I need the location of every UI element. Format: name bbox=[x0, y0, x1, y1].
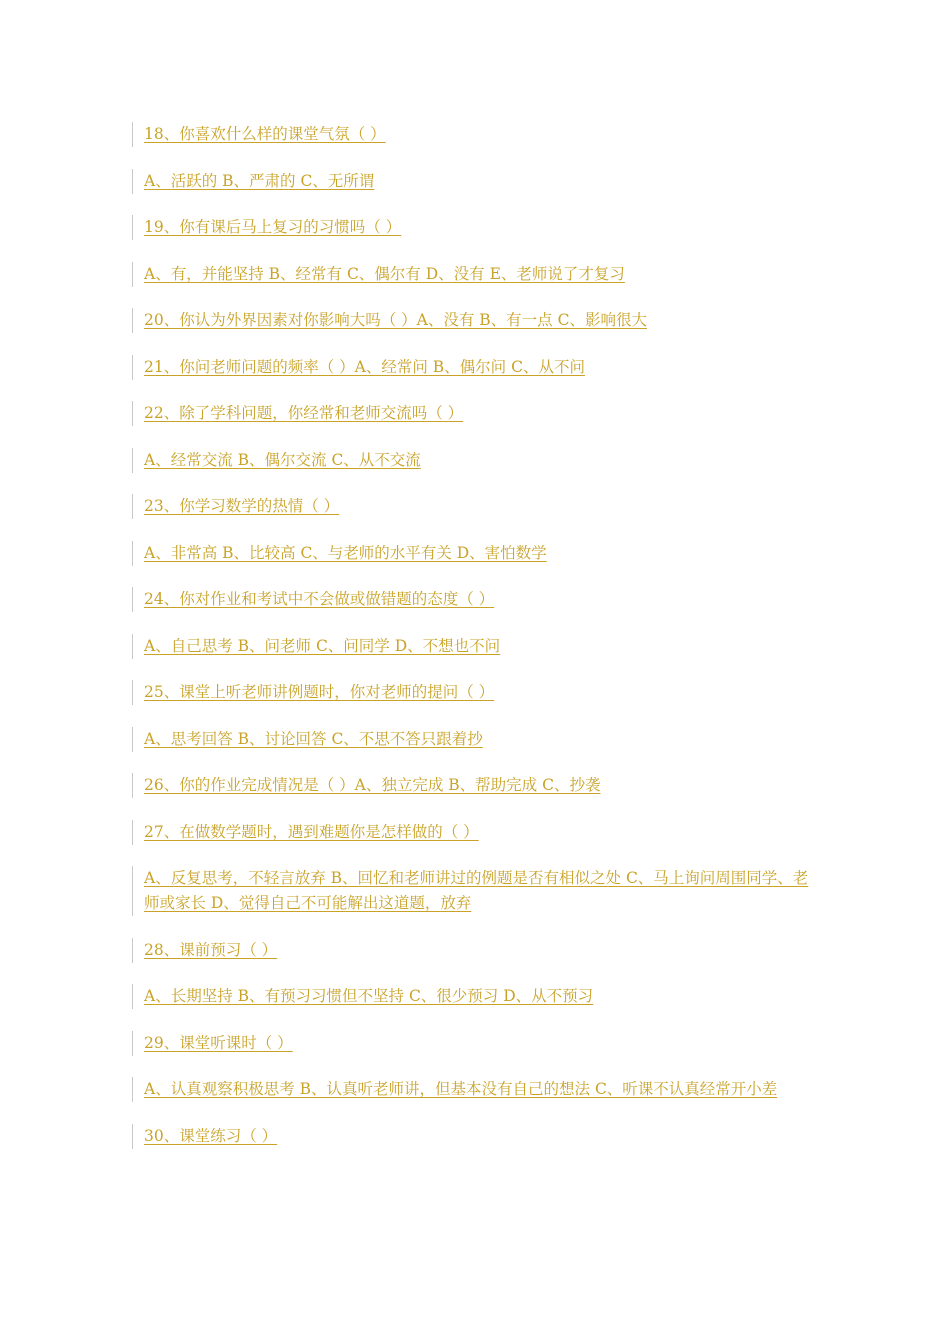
list-item bbox=[132, 262, 822, 287]
list-item bbox=[132, 1124, 822, 1149]
list-item bbox=[132, 308, 822, 333]
question-18-options-link[interactable]: A、活跃的 B、严肃的 C、无所谓 bbox=[144, 171, 375, 190]
question-22-options-link[interactable]: A、经常交流 B、偶尔交流 C、从不交流 bbox=[144, 450, 421, 469]
list-item bbox=[132, 680, 822, 705]
question-26-link[interactable]: 26、你的作业完成情况是（ ）A、独立完成 B、帮助完成 C、抄袭 bbox=[144, 776, 601, 794]
list-item bbox=[132, 494, 822, 519]
list-item bbox=[132, 1031, 822, 1056]
list-item bbox=[132, 401, 822, 426]
question-25-link[interactable]: 25、课堂上听老师讲例题时，你对老师的提问（ ） bbox=[144, 683, 495, 701]
question-18-link[interactable]: 18、你喜欢什么样的课堂气氛（ ） bbox=[144, 125, 386, 143]
question-30-link[interactable]: 30、课堂练习（ ） bbox=[144, 1126, 278, 1145]
list-item bbox=[132, 866, 822, 916]
list-item bbox=[132, 122, 822, 147]
question-27-link[interactable]: 27、在做数学题时，遇到难题你是怎样做的（ ） bbox=[144, 822, 479, 841]
question-22-link[interactable]: 22、除了学科问题，你经常和老师交流吗（ ） bbox=[144, 404, 464, 422]
question-19-link[interactable]: 19、你有课后马上复习的习惯吗（ ） bbox=[144, 218, 402, 236]
question-27-options-link[interactable]: A、反复思考，不轻言放弃 B、回忆和老师讲过的例题是否有相似之处 C、马上询问周围同学、老师或家长 D、觉得自己不可能解出这道题，放弃 bbox=[144, 869, 809, 912]
question-20-link[interactable]: 20、你认为外界因素对你影响大吗（ ）A、没有 B、有一点 C、影响很大 bbox=[144, 311, 647, 329]
list-item bbox=[132, 587, 822, 612]
question-29-link[interactable]: 29、课堂听课时（ ） bbox=[144, 1033, 293, 1052]
list-item bbox=[132, 169, 822, 194]
question-24-link[interactable]: 24、你对作业和考试中不会做或做错题的态度（ ） bbox=[144, 590, 495, 608]
question-24-options-link[interactable]: A、自己思考 B、问老师 C、问同学 D、不想也不问 bbox=[144, 636, 501, 655]
list-item bbox=[132, 448, 822, 473]
list-item bbox=[132, 1077, 822, 1102]
list-item bbox=[132, 727, 822, 752]
question-23-link[interactable]: 23、你学习数学的热情（ ） bbox=[144, 497, 340, 515]
list-item bbox=[132, 215, 822, 240]
list-item bbox=[132, 938, 822, 963]
list-item bbox=[132, 773, 822, 798]
question-29-options-link[interactable]: A、认真观察积极思考 B、认真听老师讲，但基本没有自己的想法 C、听课不认真经常开小差 bbox=[144, 1080, 778, 1098]
list-item bbox=[132, 984, 822, 1009]
question-19-options-link[interactable]: A、有，并能坚持 B、经常有 C、偶尔有 D、没有 E、老师说了才复习 bbox=[144, 264, 625, 283]
question-list bbox=[132, 122, 822, 1170]
list-item bbox=[132, 355, 822, 380]
question-21-link[interactable]: 21、你问老师问题的频率（ ）A、经常问 B、偶尔问 C、从不问 bbox=[144, 357, 585, 376]
question-23-options-link[interactable]: A、非常高 B、比较高 C、与老师的水平有关 D、害怕数学 bbox=[144, 543, 547, 562]
question-25-options-link[interactable]: A、思考回答 B、讨论回答 C、不思不答只跟着抄 bbox=[144, 729, 483, 748]
list-item bbox=[132, 634, 822, 659]
question-28-options-link[interactable]: A、长期坚持 B、有预习习惯但不坚持 C、很少预习 D、从不预习 bbox=[144, 987, 594, 1005]
question-28-link[interactable]: 28、课前预习（ ） bbox=[144, 940, 278, 959]
list-item bbox=[132, 541, 822, 566]
list-item bbox=[132, 820, 822, 845]
